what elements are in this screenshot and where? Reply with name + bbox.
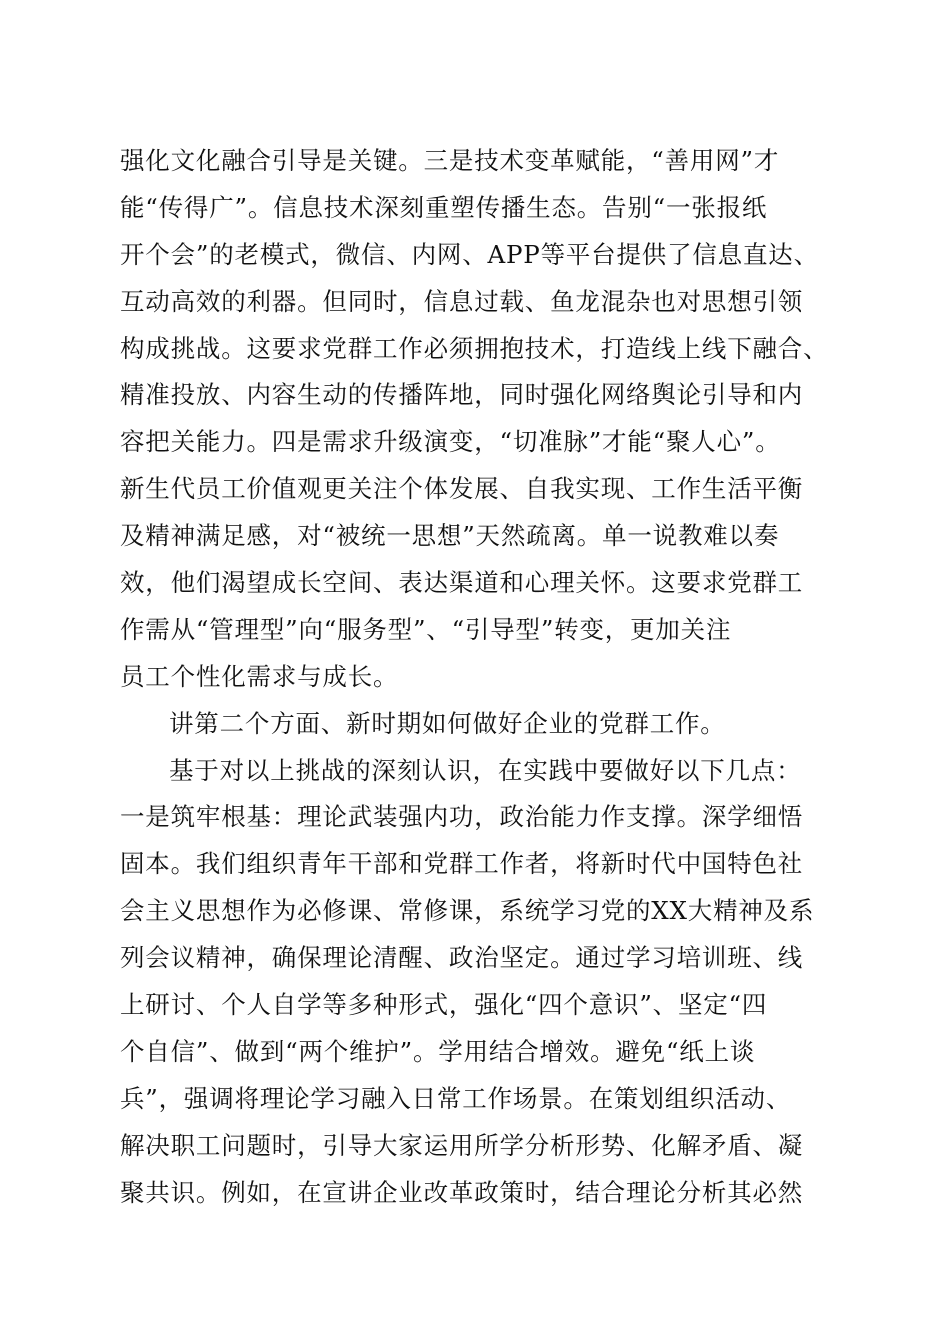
text-line: 会主义思想作为必修课、常修课，系统学习党的XX大精神及系 <box>120 896 815 926</box>
text-line: 上研讨、个人自学等多种形式，强化“四个意识”、坚定“四 <box>120 990 768 1020</box>
text-line: 互动高效的利器。但同时，信息过载、鱼龙混杂也对思想引领 <box>120 286 804 316</box>
text-line: 列会议精神，确保理论清醒、政治坚定。通过学习培训班、线 <box>120 943 804 973</box>
text-line: 构成挑战。这要求党群工作必须拥抱技术，打造线上线下融合、 <box>120 333 829 363</box>
paragraph-start-line: 基于对以上挑战的深刻认识，在实践中要做好以下几点： <box>169 755 802 785</box>
text-line: 员工个性化需求与成长。 <box>120 661 399 691</box>
text-line: 新生代员工价值观更关注个体发展、自我实现、工作生活平衡 <box>120 474 804 504</box>
text-line: 固本。我们组织青年干部和党群工作者，将新时代中国特色社 <box>120 849 804 879</box>
text-line: 个自信”、做到“两个维护”。学用结合增效。避免“纸上谈 <box>120 1036 756 1066</box>
text-line: 效，他们渴望成长空间、表达渠道和心理关怀。这要求党群工 <box>120 568 804 598</box>
text-line: 容把关能力。四是需求升级演变，“切准脉”才能“聚人心”。 <box>120 427 781 457</box>
text-line: 精准投放、内容生动的传播阵地，同时强化网络舆论引导和内 <box>120 380 804 410</box>
text-line: 解决职工问题时，引导大家运用所学分析形势、化解矛盾、凝 <box>120 1130 804 1160</box>
text-line: 及精神满足感，对“被统一思想”天然疏离。单一说教难以奏 <box>120 521 780 551</box>
section-heading-line: 讲第二个方面、新时期如何做好企业的党群工作。 <box>169 708 726 738</box>
text-line: 强化文化融合引导是关键。三是技术变革赋能，“善用网”才 <box>120 146 780 175</box>
text-line: 一是筑牢根基：理论武装强内功，政治能力作支撑。深学细悟 <box>120 802 804 832</box>
text-line: 能“传得广”。信息技术深刻重塑传播生态。告别“一张报纸 <box>120 192 768 222</box>
body-text <box>120 138 840 1216</box>
text-line: 兵”，强调将理论学习融入日常工作场景。在策划组织活动、 <box>120 1083 792 1113</box>
text-line: 开个会”的老模式，微信、内网、APP等平台提供了信息直达、 <box>120 239 819 269</box>
text-line: 聚共识。例如，在宣讲企业改革政策时，结合理论分析其必然 <box>120 1177 804 1207</box>
text-line: 作需从“管理型”向“服务型”、“引导型”转变，更加关注 <box>120 614 732 644</box>
